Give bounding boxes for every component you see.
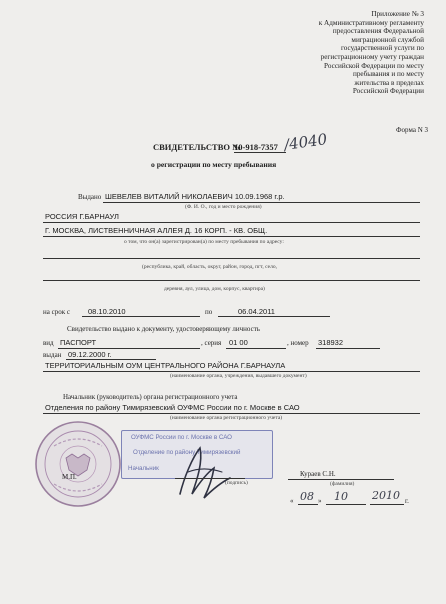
signature-hint: (подпись) bbox=[225, 480, 248, 486]
document-series-label: , серия bbox=[201, 339, 222, 347]
issued-underline bbox=[103, 202, 420, 203]
appendix-line: Приложение № 3 bbox=[371, 10, 424, 18]
appendix-header bbox=[319, 10, 424, 96]
date-day-underline bbox=[298, 504, 318, 505]
date-year-underline bbox=[370, 504, 404, 505]
document-date: 09.12.2000 г. bbox=[68, 350, 112, 359]
appendix-line: миграционной службой bbox=[351, 35, 424, 44]
certificate-number-handwritten: /4040 bbox=[282, 130, 329, 154]
signature-underline bbox=[175, 478, 245, 479]
period-from-underline bbox=[82, 316, 200, 317]
signer-name-hint: (фамилия) bbox=[330, 481, 355, 487]
address-underline bbox=[43, 236, 420, 237]
document-date-underline bbox=[66, 359, 156, 360]
period-to-underline bbox=[218, 316, 330, 317]
registration-authority-value: Отделения по району Тимирязевский ОУФМС России по г. Москве в САО bbox=[45, 403, 300, 412]
registration-authority-heading: Начальник (руководитель) органа регистрационного учета bbox=[63, 393, 238, 401]
form-number: Форма N 3 bbox=[396, 126, 428, 134]
period-from: 08.10.2010 bbox=[88, 307, 126, 316]
appendix-line: Российской Федерации по месту bbox=[324, 61, 424, 70]
birthplace: РОССИЯ Г.БАРНАУЛ bbox=[45, 212, 119, 221]
seal-mp-label: М.П. bbox=[62, 473, 77, 481]
appendix-line: к Административному регламенту bbox=[318, 18, 424, 27]
signer-name: Кураев С.Н. bbox=[300, 470, 336, 478]
date-month-underline bbox=[326, 504, 366, 505]
certificate-subtitle: о регистрации по месту пребывания bbox=[151, 160, 277, 169]
document-intro: Свидетельство выдано к документу, удостоверяющему личность bbox=[67, 325, 260, 333]
street-hint: деревня, аул, улица, дом, корпус, квартира) bbox=[164, 286, 265, 292]
document-number: 318932 bbox=[318, 338, 344, 347]
date-month: 10 bbox=[334, 490, 348, 503]
address-hint: о том, что он(а) зарегистрирован(а) по месту пребывания по адресу: bbox=[124, 239, 284, 245]
issued-hint: (Ф. И. О., год и место рождения) bbox=[185, 204, 262, 210]
signer-name-underline bbox=[288, 479, 394, 480]
date-open-quote: « bbox=[290, 497, 294, 505]
date-year-suffix: г. bbox=[405, 497, 409, 505]
issued-name: ШЕВЕЛЕВ ВИТАЛИЙ НИКОЛАЕВИЧ 10.09.1968 г.р. bbox=[105, 192, 285, 201]
appendix-line: регистрационному учету граждан bbox=[320, 52, 424, 61]
period-to-label: по bbox=[205, 308, 213, 316]
date-close-quote: » bbox=[318, 497, 322, 505]
birthplace-underline bbox=[43, 222, 420, 223]
document-series: 01 00 bbox=[229, 338, 248, 347]
certificate-number-underline bbox=[234, 152, 286, 153]
document-number-underline bbox=[316, 348, 380, 349]
appendix-line: предоставления Федеральной bbox=[332, 27, 424, 36]
document-series-underline bbox=[226, 348, 286, 349]
appendix-line: пребывания и по месту bbox=[352, 70, 424, 79]
handwritten-signature-icon bbox=[170, 438, 240, 504]
period-to: 06.04.2011 bbox=[238, 307, 275, 316]
document-type: ПАСПОРТ bbox=[60, 338, 97, 347]
document-authority-hint: (наименование органа, учреждения, выдавшего документ) bbox=[170, 373, 307, 379]
issued-label: Выдано bbox=[78, 193, 102, 201]
document-date-label: выдан bbox=[43, 351, 62, 359]
official-seal-icon bbox=[32, 418, 124, 510]
stamp-line: Отделение по району Тимирязевский bbox=[133, 449, 241, 456]
region-underline bbox=[43, 258, 420, 259]
document-type-underline bbox=[58, 348, 200, 349]
appendix-line: жительства в пределах bbox=[354, 78, 424, 87]
certificate-title: СВИДЕТЕЛЬСТВО № bbox=[153, 142, 241, 152]
document-authority: ТЕРРИТОРИАЛЬНЫМ ОУМ ЦЕНТРАЛЬНОГО РАЙОНА Г.БАРНАУЛА bbox=[45, 361, 286, 370]
street-underline bbox=[43, 280, 420, 281]
appendix-line: государственной услуги по bbox=[340, 44, 424, 53]
stamp-line: ОУФМС России по г. Москве в САО bbox=[131, 434, 232, 441]
date-day: 08 bbox=[300, 490, 314, 503]
stamp-line: Начальник bbox=[128, 465, 159, 472]
date-year: 2010 bbox=[372, 489, 400, 502]
document-number-label: , номер bbox=[287, 339, 309, 347]
document-type-label: вид bbox=[43, 339, 54, 347]
appendix-line: Российской Федерации bbox=[352, 87, 424, 96]
region-hint: (республика, край, область, округ, район, город, пгт, село, bbox=[142, 264, 277, 270]
period-prefix: на срок с bbox=[43, 308, 70, 316]
certificate-number: 10-918-7357 bbox=[234, 142, 278, 152]
registration-authority-underline bbox=[43, 413, 420, 414]
registration-authority-hint: (наименование органа регистрационного учета) bbox=[170, 415, 283, 421]
document-authority-underline bbox=[43, 371, 420, 372]
address-value: Г. МОСКВА, ЛИСТВЕННИЧНАЯ АЛЛЕЯ Д. 16 КОРП. - КВ. ОБЩ. bbox=[45, 226, 268, 235]
